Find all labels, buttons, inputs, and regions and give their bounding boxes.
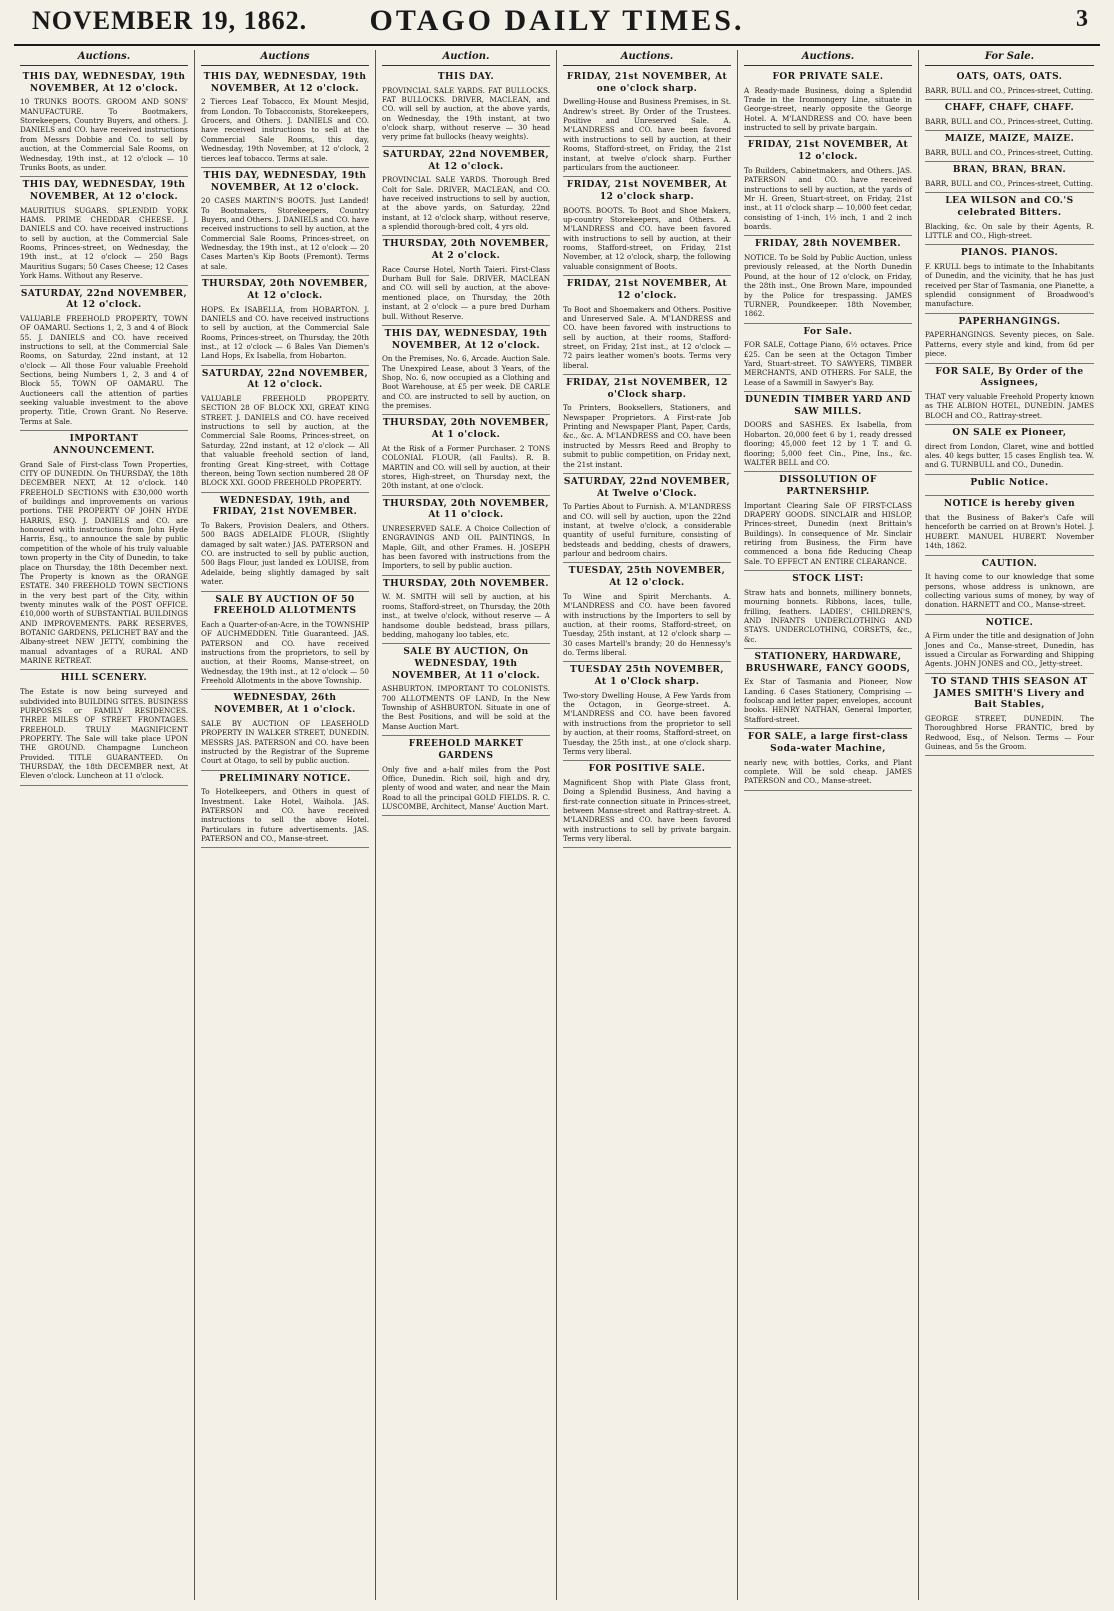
advertisement (382, 147, 550, 237)
advertisement-body: Each a Quarter-of-an-Acre, in the TOWNSHIP OF AUCHMEDDEN. Title Guaranteed. JAS. PATERSON and CO. have received instructions from the proprietors, to sell by auction, at their Rooms, Manse-street, on Wednesday, the 19th inst., at 12 o'clock — 50 Freehold Allotments in the above Township. (201, 619, 369, 686)
advertisement (563, 563, 731, 662)
advertisement-body: 10 TRUNKS BOOTS. GROOM AND SONS' MANUFACTURE. To Bootmakers, Storekeepers, Country Buyers, and others. J. DANIELS and CO. have received instructions from Messrs Dobbie and Co. to sell by auction, at the Commercial Sale Rooms, on Wednesday, 19th inst., at 12 o'clock — 10 Trunks Boots, as under. (20, 97, 188, 172)
advertisement-body: that the Business of Baker's Cafe will henceforth be carried on at Brown's Hotel. J. HUBERT. MANUEL HUBERT. November 14th, 1862. (925, 513, 1094, 551)
advertisement-body: To Bakers, Provision Dealers, and Others. 500 BAGS ADELAIDE FLOUR, (Slightly damaged by salt water.) JAS. PATERSON and CO. are instructed to sell by public auction, 500 Bags Flour, just landed ex LOUISE, from Adelaide, being slightly damaged by salt water. (201, 521, 369, 587)
advertisement-heading: DUNEDIN TIMBER YARD AND SAW MILLS. (745, 395, 911, 417)
advertisement-heading: STATIONERY, HARDWARE, BRUSHWARE, FANCY GOODS, (745, 651, 911, 674)
column-3 (376, 50, 557, 1600)
advertisement (382, 415, 550, 495)
advertisement (201, 168, 369, 276)
advertisement (563, 761, 731, 848)
advertisement-body: PAPERHANGINGS. Seventy pieces, on Sale. Patterns, every style and kind, from 6d per piece. (925, 330, 1094, 359)
advertisement-heading: THIS DAY, WEDNESDAY, 19th NOVEMBER, At 12 o'clock. (22, 72, 186, 94)
advertisement-body: Magnificent Shop with Plate Glass front, Doing a Splendid Business, And having a first-rate connection situate in Princes-street, between Manse-street and Rattray-street. A. M'LANDRESS and CO. have been favored with instructions to sell by private bargain. Terms very liberal. (563, 777, 731, 844)
advertisement-body: BARR, BULL and CO., Princes-street, Cutting. (925, 85, 1093, 95)
advertisement-heading: THURSDAY, 20th NOVEMBER, At 2 o'clock. (382, 239, 550, 262)
column-2 (195, 50, 376, 1600)
advertisement (201, 592, 369, 691)
advertisement-heading: PRELIMINARY NOTICE. (219, 773, 351, 784)
advertisement-body: A Ready-made Business, doing a Splendid Trade in the Ironmongery Line, situate in George-street, nearly opposite the George Hotel. A. M'LANDRESS and CO. have been instructed to sell by private bargain. (744, 85, 912, 133)
advertisement (744, 137, 912, 236)
advertisement-heading: THURSDAY, 20th NOVEMBER. (382, 578, 550, 589)
advertisement (744, 571, 912, 649)
advertisement-heading: THIS DAY, WEDNESDAY, 19th NOVEMBER, At 12 o'clock. (203, 72, 367, 94)
advertisement-body: To Hotelkeepers, and Others in quest of Investment. Lake Hotel, Waihola. JAS. PATERSON and CO. have received instructions to sell the above Hotel. Particulars in future advertisements. JAS. PATERSON and CO., Manse-street. (201, 787, 369, 844)
advertisement-body: A Firm under the title and designation of John Jones and Co., Manse-street, Dunedin, has issued a Circular as Forwarding and Shipping Agents. JOHN JONES and CO., Jetty-street. (925, 631, 1094, 669)
advertisement (925, 162, 1094, 193)
advertisement (201, 690, 369, 770)
advertisement (382, 236, 550, 326)
column-heading: For Sale. (925, 50, 1094, 66)
advertisement-body: Important Clearing Sale OF FIRST-CLASS DRAPERY GOODS. SINCLAIR and HISLOP, Princes-street, Dunedin (next Brittain's Buildings). In consequence of Mr. Sinclair retiring from Business, the Firm have commenced a bona fide Reducing Cheap Sale. TO EFFECT AN ENTIRE CLEARANCE. (744, 500, 912, 566)
advertisement-heading: PIANOS. PIANOS. (960, 248, 1059, 259)
advertisement-body: Blacking, &c. On sale by their Agents, R. LITTLE and CO., High-street. (925, 221, 1094, 240)
advertisement (20, 69, 188, 177)
advertisement (382, 644, 550, 736)
advertisement-heading: WEDNESDAY, 19th, and FRIDAY, 21st NOVEMBER. (212, 495, 358, 518)
advertisement (925, 674, 1094, 757)
advertisement-body: Race Course Hotel, North Taieri. First-Class Durham Bull for Sale. DRIVER, MACLEAN and CO. will sell by auction, at the above-mentioned place, on Thursday, the 20th instant, at 2 o'clock — a pure bred Durham bull. Without Reserve. (382, 264, 550, 321)
advertisement (925, 475, 1094, 497)
advertisement (925, 364, 1094, 425)
advertisement-body: Straw hats and bonnets, millinery bonnets, mourning bonnets. Ribbons, laces, tulle, frilling, feathers. LADIES', CHILDREN'S, AND INFANTS UNDERCLOTHING AND STAYS. UNDERCLOTHING, CORSETS, &c., &c. (744, 587, 912, 644)
advertisement-heading: SATURDAY, 22nd NOVEMBER, At 12 o'clock. (201, 368, 369, 391)
advertisement (744, 236, 912, 323)
advertisement-heading: CAUTION. (981, 558, 1038, 569)
advertisement-heading: NOTICE. (985, 617, 1034, 628)
advertisement (201, 493, 369, 592)
advertisement-body: Grand Sale of First-class Town Properties, CITY OF DUNEDIN. On THURSDAY, the 18th DECEMBER NEXT, At 12 o'clock. 140 FREEHOLD SECTIONS with £30,000 worth of buildings and improvements on various portions. THE PROPERTY OF JOHN HYDE HARRIS, ESQ. J. DANIELS and CO. are honoured with instructions from John Hyde Harris, Esq., to announce the sale by public competition of the whole of his truly valuable town property in the City of Dunedin, to take place on Thursday, the 18th December next. The Property is known as the ORANGE ESTATE. 340 FREEHOLD TOWN SECTIONS in the very best part of the City, within twenty minutes walk of the POST OFFICE. £10,000 worth of SUBSTANTIAL BUILDINGS AND IMPROVEMENTS. PARK RESERVES, BOTANIC GARDENS, PELICHET BAY and the Albany-street NEW JETTY, combining the manual advantages of a RURAL AND MARINE RETREAT. (20, 459, 188, 666)
advertisement-heading: THIS DAY, WEDNESDAY, 19th NOVEMBER, At 12 o'clock. (203, 170, 367, 193)
advertisement (20, 670, 188, 785)
advertisement-body: VALUABLE FREEHOLD PROPERTY, TOWN OF OAMARU. Sections 1, 2, 3 and 4 of Block 55. J. DANIELS and CO. have received instructions to sell, at the Commercial Sale Rooms, on Saturday, 22nd instant, at 12 o'clock — All those Four valuable Freehold Sections, being Numbers 1, 2, 3 and 4 of Block 55, TOWN OF OAMARU. The Auctioneers call the attention of parties seeking valuable investment to the above property. Title, Crown Grant. No Reserve. Terms at Sale. (20, 313, 188, 426)
column-4 (557, 50, 738, 1600)
advertisement (20, 286, 188, 432)
advertisement-body: GEORGE STREET, DUNEDIN. The Thoroughbred Horse FRANTIC, bred by Redwood, Esq., of Nelson. Terms — Four Guineas, and 5s the Groom. (925, 713, 1094, 751)
advertisement-heading: ON SALE ex Pioneer, (952, 427, 1067, 438)
advertisement-heading: HILL SCENERY. (60, 673, 148, 684)
advertisement-heading: Public Notice. (970, 477, 1049, 488)
advertisement-heading: PAPERHANGINGS. (958, 316, 1061, 327)
advertisement (201, 366, 369, 493)
advertisement-heading: TO STAND THIS SEASON AT JAMES SMITH'S Livery and Bait Stables, (931, 676, 1088, 711)
advertisement-body: BARR, BULL and CO., Princes-street, Cutting. (925, 116, 1093, 126)
masthead-date: NOVEMBER 19, 1862. (32, 6, 308, 35)
advertisement (20, 431, 188, 670)
advertisement-heading: MAIZE, MAIZE, MAIZE. (944, 134, 1075, 145)
advertisement (925, 615, 1094, 674)
advertisement-body: 20 CASES MARTIN'S BOOTS. Just Landed! To Bootmakers, Storekeepers, Country Buyers, and Others. J. DANIELS and CO. have received instructions to sell by auction, at the Commercial Sale Rooms, Princes-street, on Wednesday, the 19th inst., at 12 o'clock — 20 Cases Marten's Kip Boots (Fremont). Terms at sale. (201, 196, 369, 271)
advertisement-body: Two-story Dwelling House, A Few Yards from the Octagon, in George-street. A. M'LANDRESS and CO. have been favored with instructions from the proprietor to sell by auction, at their rooms, Stafford-street, on Tuesday, the 25th inst., at one o'clock sharp. Terms very liberal. (563, 690, 731, 756)
advertisement-heading: SATURDAY, 22nd NOVEMBER, At Twelve o'Clock. (563, 476, 731, 499)
column-1 (14, 50, 195, 1600)
advertisement-heading: TUESDAY 25th NOVEMBER, At 1 o'Clock sharp. (570, 665, 724, 688)
advertisement (925, 425, 1094, 475)
advertisement-body: To Printers, Booksellers, Stationers, and Newspaper Proprietors. A First-rate Job Printing and Newspaper Plant, Paper, Cards, &c., &c. A. M'LANDRESS and CO. have been instructed by Messrs Reed and Brophy to submit to public competition, on Friday next, the 21st instant. (563, 403, 731, 469)
advertisement (744, 392, 912, 472)
advertisement (201, 276, 369, 366)
advertisement (925, 193, 1094, 245)
advertisement-heading: FOR SALE, By Order of the Assignees, (935, 366, 1084, 389)
advertisement-heading: FOR POSITIVE SALE. (588, 764, 706, 775)
advertisement (744, 69, 912, 137)
advertisement-heading: WEDNESDAY, 26th NOVEMBER, At 1 o'clock. (214, 693, 356, 716)
advertisement (201, 771, 369, 849)
advertisement (382, 736, 550, 816)
advertisement-body: UNRESERVED SALE. A Choice Collection of ENGRAVINGS AND OIL PAINTINGS, In Maple, Gilt, and other Frames. H. JOSEPH has been favored with instructions from the Importers, to sell by public auction. (382, 523, 550, 571)
advertisement (925, 131, 1094, 162)
advertisement-body: At the Risk of a Former Purchaser. 2 TONS COLONIAL FLOUR, (all Faults). R. B. MARTIN and CO. will sell by auction, at their stores, High-street, on Thursday next, the 20th instant, at one o'clock. (382, 443, 550, 491)
advertisement-body: To Wine and Spirit Merchants. A. M'LANDRESS and CO. have been favored with instructions by the Importers to sell by auction, at their rooms, Stafford-street, on Tuesday, 25th instant, at 12 o'clock sharp — 30 cases Martell's brandy; 20 do Hennessy's do. Terms liberal. (563, 591, 731, 657)
advertisement-body: direct from London, Claret, wine and bottled ales. 40 kegs butter, 15 cases English tea. W. and G. TURNBULL and CO., Dunedin. (925, 441, 1094, 470)
column-heading: Auctions (201, 50, 369, 66)
advertisement-body: BARR, BULL and CO., Princes-street, Cutting. (925, 178, 1093, 188)
advertisement-heading: FOR SALE, a large first-class Soda-water Machine, (747, 732, 909, 754)
advertisement-heading: FRIDAY, 21st NOVEMBER, At 12 o'clock. (747, 140, 909, 163)
advertisement (382, 326, 550, 416)
advertisement-heading: SATURDAY, 22nd NOVEMBER, At 12 o'clock. (20, 288, 188, 311)
advertisement-body: To Parties About to Furnish. A. M'LANDRESS and CO. will sell by auction, upon the 22nd instant, at twelve o'clock, a considerable quantity of useful furniture, consisting of bedsteads and bedding, chests of drawers, parlour and bedroom chairs. (563, 502, 731, 559)
advertisement (925, 245, 1094, 313)
advertisement-heading: THURSDAY, 20th NOVEMBER, At 12 o'clock. (201, 279, 369, 301)
advertisement (925, 556, 1094, 615)
column-5 (738, 50, 919, 1600)
advertisement-heading: FREEHOLD MARKET GARDENS (408, 739, 524, 761)
advertisement-body: THAT very valuable Freehold Property known as THE ALBION HOTEL, DUNEDIN. JAMES BLOCH and CO., Rattray-street. (925, 391, 1094, 420)
advertisement (744, 472, 912, 571)
advertisement (744, 324, 912, 392)
advertisement-body: nearly new, with bottles, Corks, and Plant complete. Will be sold cheap. JAMES PATERSON and CO., Manse-street. (744, 757, 912, 786)
advertisement-body: BOOTS. BOOTS. To Boot and Shoe Makers, up-country Storekeepers, and Others. A. M'LANDRESS and CO. have been favored with instructions to sell by auction, at their rooms, Stafford-street, on Friday, 21st November, at 12 o'clock, sharp, the following valuable consignment of Boots. (563, 205, 731, 271)
advertisement-heading: SATURDAY, 22nd NOVEMBER, At 12 o'clock. (382, 149, 550, 172)
advertisement-heading: THIS DAY. (437, 72, 495, 82)
page-number: 3 (1076, 6, 1088, 32)
advertisement-heading: IMPORTANT ANNOUNCEMENT. (53, 434, 155, 456)
column-heading: Auctions. (20, 50, 188, 66)
advertisement-heading: OATS, OATS, OATS. (956, 72, 1063, 82)
advertisement (925, 100, 1094, 131)
newspaper-columns (14, 50, 1100, 1600)
advertisement-heading: FRIDAY, 21st NOVEMBER, 12 o'Clock sharp. (566, 378, 728, 400)
advertisement (563, 177, 731, 276)
advertisement-heading: FOR PRIVATE SALE. (772, 72, 884, 82)
advertisement-heading: For Sale. (803, 326, 853, 337)
advertisement-heading: NOTICE is hereby given (943, 499, 1076, 510)
advertisement-body: NOTICE. To be Sold by Public Auction, unless previously released, at the North Dunedin Pound, at the hour of 12 o'clock, on Friday, the 28th inst., One Brown Mare, impounded by the Police for trespassing. JAMES TURNER, Poundkeeper. 18th November, 1862. (744, 253, 912, 319)
advertisement (925, 69, 1094, 100)
column-heading: Auctions. (563, 50, 731, 66)
advertisement-body: BARR, BULL and CO., Princes-street, Cutting. (925, 147, 1093, 157)
advertisement-body: W. M. SMITH will sell by auction, at his rooms, Stafford-street, on Thursday, the 20th inst., at twelve o'clock, without reserve — A handsome double bedstead, brass pillars, bedding, mahogany loo tables, etc. (382, 592, 550, 639)
advertisement (201, 69, 369, 168)
advertisement-body: To Boot and Shoemakers and Others. Positive and Unreserved Sale. A. M'LANDRESS and CO. have been favored with instructions to sell by auction, at their rooms, Stafford-street, on Friday, 21st inst., at 12 o'clock — 72 pairs leather women's boots. Terms very liberal. (563, 304, 731, 370)
advertisement-heading: CHAFF, CHAFF, CHAFF. (944, 103, 1075, 114)
advertisement (744, 729, 912, 790)
advertisement (563, 276, 731, 375)
advertisement-heading: FRIDAY, 21st NOVEMBER, At 12 o'clock sharp. (566, 180, 728, 202)
advertisement-heading: FRIDAY, 28th NOVEMBER. (754, 239, 902, 250)
advertisement-heading: THURSDAY, 20th NOVEMBER, At 11 o'clock. (382, 498, 550, 521)
advertisement-body: The Estate is now being surveyed and subdivided into BUILDING SITES. BUSINESS PURPOSES or FAMILY RESIDENCES. THREE MILES OF STREET FRONTAGES. FREEHOLD. TRULY MAGNIFICENT PROPERTY. The Sale will take place UPON THE GROUND. Champagne Luncheon Provided. TITLE GUARANTEED. On THURSDAY, the 18th DECEMBER next, At Eleven o'clock. Luncheon at 11 o'clock. (20, 687, 188, 781)
advertisement (382, 576, 550, 644)
advertisement-body: HOPS. Ex ISABELLA, from HOBARTON. J. DANIELS and CO. have received instructions to sell by auction, at the Commercial Sale Rooms, Princes-street, on Thursday, the 20th inst., at 12 o'clock — 6 Bales Van Diemen's Land Hops, Ex Isabella, from Hobarton. (201, 304, 369, 361)
advertisement-heading: SALE BY AUCTION, On WEDNESDAY, 19th NOVEMBER, At 11 o'clock. (391, 647, 541, 681)
advertisement (20, 177, 188, 285)
advertisement-heading: THIS DAY, WEDNESDAY, 19th NOVEMBER, At 12 o'clock. (22, 180, 186, 202)
advertisement-body: FOR SALE, Cottage Piano, 6½ octaves. Price £25. Can be seen at the Octagon Timber Yard, Stuart-street. TO SAWYERS, TIMBER MERCHANTS, AND OTHERS. For SALE, the Lease of a Sawmill in Sawyer's Bay. (744, 340, 912, 387)
advertisement-heading: LEA WILSON and CO.'S celebrated Bitters. (945, 196, 1074, 218)
advertisement (563, 662, 731, 761)
advertisement (563, 474, 731, 564)
advertisement-body: Ex Star of Tasmania and Pioneer, Now Landing. 6 Cases Stationery, Comprising — foolscap and letter paper, envelopes, account books. HENRY NATHAN, General Importer, Stafford-street. (744, 677, 912, 724)
advertisement-body: F. KRULL begs to intimate to the Inhabitants of Dunedin, and the vicinity, that he has just received per Star of Tasmania, one Pianette, a splendid consignment of Broadwood's manufacture. (925, 261, 1094, 309)
advertisement-body: To Builders, Cabinetmakers, and Others. JAS. PATERSON and CO. have received instructions to sell by auction, at the yards of Mr H. Green, Stuart-street, on Friday, 21st inst., at 11 o'clock sharp — 10,000 feet cedar, consisting of 1-inch, 1½ inch, 1 and 2 inch boards. (744, 165, 912, 232)
column-heading: Auction. (382, 50, 550, 66)
advertisement-body: Only five and a-half miles from the Post Office, Dunedin. Rich soil, high and dry, plenty of wood and water, and near the Main Road to all the principal GOLD FIELDS. R. C. LUSCOMBE, Architect, Manse' Auction Mart. (382, 764, 550, 811)
advertisement-body: 2 Tierces Leaf Tobacco, Ex Mount Mesjid, from London. To Tobacconists, Storekeepers, Grocers, and Others. J. DANIELS and CO. have received instructions to sell at the Commercial Sale Rooms, this day, Wednesday, 19th November, at 12 o'clock, 2 tierces leaf tobacco. Terms at sale. (201, 97, 369, 163)
advertisement-heading: SALE BY AUCTION OF 50 FREEHOLD ALLOTMENTS (213, 594, 357, 617)
advertisement (925, 496, 1094, 555)
advertisement-heading: THURSDAY, 20th NOVEMBER, At 1 o'clock. (382, 418, 550, 441)
advertisement-heading: DISSOLUTION OF PARTNERSHIP. (779, 475, 877, 497)
advertisement-heading: FRIDAY, 21st NOVEMBER, At one o'clock sharp. (566, 72, 728, 94)
advertisement-body: PROVINCIAL SALE YARDS. Thorough Bred Colt for Sale. DRIVER, MACLEAN, and CO. have received instructions to sell by auction, at the above yards, on Saturday, 22nd instant, at 12 o'clock sharp, without reserve, a splendid thorough-bred colt, 4 yrs old. (382, 175, 550, 232)
advertisement-body: PROVINCIAL SALE YARDS. FAT BULLOCKS. FAT BULLOCKS. DRIVER, MACLEAN, and CO. will sell by auction, at the above yards, on Wednesday, the 19th instant, at two o'clock sharp, without reserve — 30 head very prime fat bullocks (heavy weights). (382, 85, 550, 142)
advertisement-heading: STOCK LIST: (792, 574, 864, 585)
advertisement-heading: TUESDAY, 25th NOVEMBER, At 12 o'clock. (568, 566, 726, 589)
advertisement-body: It having come to our knowledge that some persons, whose address is unknown, are collecting various sums of money, by way of donation. HARNETT and CO., Manse-street. (925, 572, 1094, 610)
masthead-title: OTAGO DAILY TIMES. (369, 4, 745, 37)
advertisement (382, 496, 550, 576)
advertisement-body: DOORS and SASHES. Ex Isabella, from Hobarton. 20,000 feet 6 by 1, ready dressed flooring; 45,000 feet 12 by 1 T. and G. flooring; 5,000 feet Cin., Pine, Ins., &c. WALTER BELL and CO. (744, 420, 912, 467)
advertisement-heading: BRAN, BRAN, BRAN. (952, 165, 1067, 176)
advertisement (925, 314, 1094, 364)
advertisement-body: MAURITIUS SUGARS. SPLENDID YORK HAMS. PRIME CHEDDAR CHEESE. J. DANIELS and CO. have received instructions to sell by auction, at the Commercial Sale Rooms, Princes-street, on Wednesday, the 19th inst., at 12 o'clock — 250 Bags Mauritius Sugars; 50 Cases Cheese; 12 Cases York Hams. Without any Reserve. (20, 205, 188, 281)
advertisement-body: VALUABLE FREEHOLD PROPERTY. SECTION 28 OF BLOCK XXI, GREAT KING STREET. J. DANIELS and CO. have received instructions to sell by auction, at the Commercial Sale Rooms, Princes-street, on Saturday, 22nd instant, at 12 o'clock — All that valuable freehold section of land, fronting Great King-street, with Cottage thereon, being Town section numbered 28 OF BLOCK XXI. GOOD FREEHOLD PROPERTY. (201, 394, 369, 488)
advertisement-body: On the Premises, No. 6, Arcade. Auction Sale. The Unexpired Lease, about 3 Years, of the Shop, No. 6, now occupied as a Clothing and Boot Warehouse, at £5 per week. DE CARLE and CO. are instructed to sell by auction, on the premises. (382, 354, 550, 411)
advertisement-body: Dwelling-House and Business Premises, in St. Andrew's street. By Order of the Trustees. Positive and Unreserved Sale. A. M'LANDRESS and CO. have been favored with instructions to sell by auction, at their Rooms, Stafford-street, on Friday, the 21st instant, at twelve o'clock sharp. Further particulars from the auctioneer. (563, 97, 731, 172)
advertisement (563, 375, 731, 474)
advertisement (382, 69, 550, 147)
column-heading: Auctions. (744, 50, 912, 66)
masthead (14, 0, 1100, 46)
advertisement (563, 69, 731, 177)
advertisement-heading: FRIDAY, 21st NOVEMBER, At 12 o'clock. (566, 279, 728, 301)
advertisement-body: ASHBURTON. IMPORTANT TO COLONISTS. 700 ALLOTMENTS OF LAND, In the New Township of ASHBURTON. Situate in one of the Best Positions, and will be sold at the Manse Auction Mart. (382, 684, 550, 731)
advertisement-body: SALE BY AUCTION OF LEASEHOLD PROPERTY IN WALKER STREET, DUNEDIN. MESSRS JAS. PATERSON and CO. have been instructed by the Registrar of the Supreme Court at Otago, to sell by public auction. (201, 718, 369, 766)
advertisement (744, 649, 912, 729)
column-6 (919, 50, 1100, 1600)
advertisement-heading: THIS DAY, WEDNESDAY, 19th NOVEMBER, At 12 o'clock. (384, 328, 548, 351)
